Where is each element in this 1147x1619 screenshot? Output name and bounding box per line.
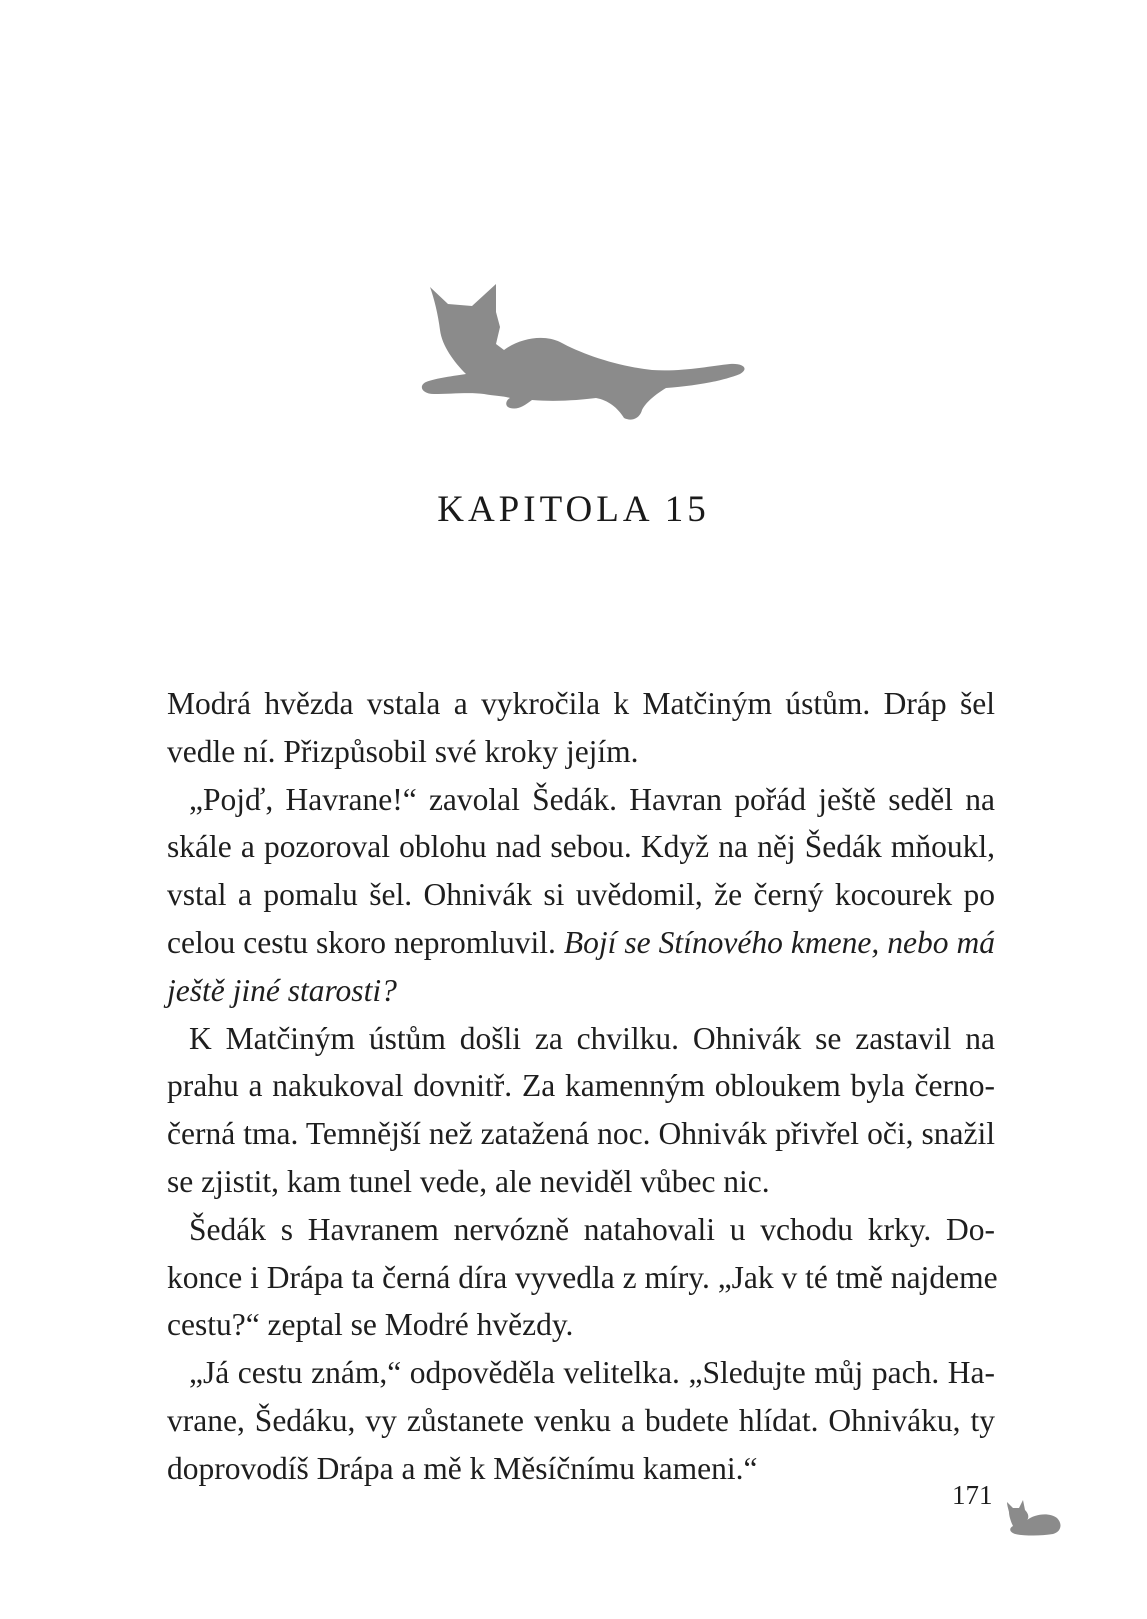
text-line: vrane, Šedáku, vy zůstanete venku a budete hlídat. Ohniváku, ty (167, 1402, 995, 1438)
text-line (167, 919, 995, 967)
text-line: se zjistit, kam tunel vede, ale neviděl vůbec nic. (167, 1163, 770, 1199)
text-line: doprovodíš Drápa a mě k Měsíčnímu kameni.“ (167, 1450, 758, 1486)
text-line: vedle ní. Přizpůsobil své kroky jejím. (167, 733, 639, 769)
text-line: Modrá hvězda vstala a vykročila k Matčiným ústům. Dráp šel (167, 686, 995, 721)
text-line: „Pojď, Havrane!“ zavolal Šedák. Havran pořád ještě seděl na (189, 781, 995, 817)
chapter-body-text (167, 680, 998, 1493)
italic-thought: Bojí se Stínového kmene, nebo má (563, 924, 996, 960)
text-line: Šedák s Havranem nervózně natahovali u vchodu krky. Do- (189, 1211, 995, 1247)
text-segment: celou cestu skoro nepromluvil. (167, 924, 556, 960)
page-number: 171 (952, 1480, 993, 1510)
text-line: vstal a pomalu šel. Ohnivák si uvědomil, že černý kocourek po (167, 877, 995, 913)
text-line: cestu?“ zeptal se Modré hvězdy. (167, 1307, 574, 1343)
chapter-title: KAPITOLA 15 (437, 489, 710, 530)
text-line: konce i Drápa ta černá díra vyvedla z míry. „Jak v té tmě najdeme (167, 1259, 998, 1295)
italic-thought-line: ještě jiné starosti? (167, 972, 397, 1008)
text-line: „Já cestu znám,“ odpověděla velitelka. „Sledujte můj pach. Ha- (189, 1355, 995, 1391)
text-line: prahu a nakukoval dovnitř. Za kamenným obloukem byla černo- (167, 1068, 995, 1104)
text-line: černá tma. Temnější než zatažená noc. Ohnivák přivřel oči, snažil (167, 1116, 995, 1152)
lying-cat-silhouette-icon (420, 282, 750, 432)
text-line: K Matčiným ústům došli za chvilku. Ohnivák se zastavil na (189, 1020, 995, 1056)
small-cat-silhouette-icon (1005, 1496, 1063, 1536)
text-line: skále a pozoroval oblohu nad sebou. Když na něj Šedák mňoukl, (167, 829, 995, 865)
